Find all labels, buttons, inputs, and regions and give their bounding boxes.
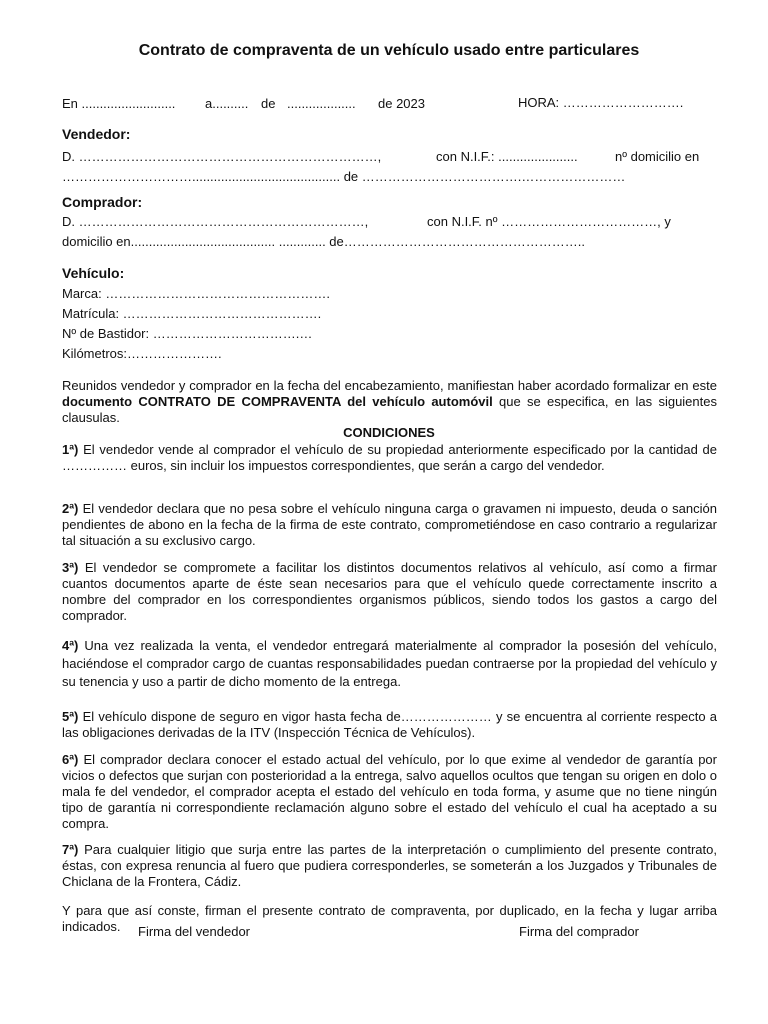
clause-6: [62, 752, 717, 832]
date-hour: HORA: ……………………….: [518, 95, 684, 110]
clause-number: 5ª): [62, 709, 79, 724]
clause-number: 7ª): [62, 842, 79, 857]
clause-text: El vendedor declara que no pesa sobre el vehículo ninguna carga o gravamen ni impuesto, deuda o sanción pendientes de abono en la fecha de la firma de este contrato, comprometiéndose en caso contrario a regularizar tal situación a su exclusivo cargo.: [62, 501, 717, 548]
clause-text: Para cualquier litigio que surja entre las partes de la interpretación o cumplimiento del presente contrato, éstas, con expresa renuncia al fuero que pudiera corresponderles, se someterán a los Juzgados y Tribunales de Chiclana de la Frontera, Cádiz.: [62, 842, 717, 889]
seller-nif: con N.I.F.: ......................: [436, 149, 578, 164]
clause-text: El comprador declara conocer el estado actual del vehículo, por lo que exime al vendedor de garantía por vicios o defectos que surjan con posterioridad a la entrega, salvo aquellos ocultos que tengan su origen en dolo o mala fe del vendedor, el comprador acepta el estado del vehículo en toda forma, y asume que no tiene ningún tipo de garantía ni correspondiente reclamación alguno sobre el estado del vehículo el cual ha aceptado a su compra.: [62, 752, 717, 831]
closing-paragraph: Y para que así conste, firman el presente contrato de compraventa, por duplicado, en la fecha y lugar arriba indicados.: [62, 903, 717, 934]
intro-bold-text: documento CONTRATO DE COMPRAVENTA del vehículo automóvil: [62, 394, 493, 409]
vehicle-heading: Vehículo:: [62, 265, 125, 281]
clause-number: 6ª): [62, 752, 79, 767]
clause-4: [62, 637, 717, 691]
buyer-nif: con N.I.F. nº ………………………………, y: [427, 214, 671, 229]
buyer-address-line: domicilio en........................................ ............. de………………………………………………..: [62, 234, 585, 249]
clause-text: El vehículo dispone de seguro en vigor hasta fecha de………………… y se encuentra al corriente respecto a las obligaciones derivadas de la ITV (Inspección Técnica de Vehículos).: [62, 709, 717, 740]
conditions-title: CONDICIONES: [343, 425, 435, 440]
document-title: Contrato de compraventa de un vehículo usado entre particulares: [138, 42, 640, 59]
buyer-heading: Comprador:: [62, 194, 143, 210]
vehicle-plate: Matrícula: ……………………………………….: [62, 306, 322, 321]
date-day: a..........: [205, 96, 249, 111]
clause-5: [62, 709, 717, 741]
clause-1: [62, 442, 717, 474]
seller-heading: Vendedor:: [62, 126, 131, 142]
date-place: En ..........................: [62, 96, 176, 111]
clause-7: [62, 842, 717, 890]
date-month: ...................: [287, 96, 356, 111]
clause-number: 3ª): [62, 560, 79, 575]
vehicle-chassis: Nº de Bastidor: …………………………….…: [62, 326, 313, 341]
seller-domicile-label: nº domicilio en: [615, 149, 700, 164]
date-year: de 2023: [378, 96, 425, 111]
clause-2: [62, 501, 717, 549]
seller-name-line: D. ……………………………………………………………,: [62, 149, 382, 164]
buyer-name-line: D. …………………………………………………………,: [62, 214, 369, 229]
intro-paragraph: [62, 378, 717, 426]
buyer-signature-label: Firma del comprador: [519, 924, 639, 939]
vehicle-km: Kilómetros:………………….: [62, 346, 222, 361]
clause-3: [62, 560, 717, 624]
clause-text: El vendedor se compromete a facilitar los distintos documentos relativos al vehículo, así como a firmar cuantos documentos aparte de éste sean necesarios para que el vehículo quede correctamente inscrito a nombre del comprador en los correspondientes organismos públicos, siendo todos los gastos a cargo del comprador.: [62, 560, 717, 623]
seller-signature-label: Firma del vendedor: [138, 924, 250, 939]
clause-text: El vendedor vende al comprador el vehículo de su propiedad anteriormente especificado por la cantidad de …………… euros, sin incluir los impuestos correspondientes, que serán a cargo del vendedor.: [62, 442, 717, 473]
seller-address-line: …………………………......................................... de ……………………………….……………………: [62, 169, 626, 184]
intro-text-2: que se especifica, en las siguientes clausulas.: [62, 394, 717, 425]
clause-number: 1ª): [62, 442, 79, 457]
vehicle-brand: Marca: …………………………………………….: [62, 286, 330, 301]
date-de: de: [261, 96, 276, 111]
clause-number: 4ª): [62, 638, 79, 653]
clause-number: 2ª): [62, 501, 79, 516]
clause-text: Una vez realizada la venta, el vendedor entregará materialmente al comprador la posesión del vehículo, haciéndose el comprador cargo de cuantas responsabilidades puedan contraerse por la propiedad del vehículo y su tenencia y uso a partir de dicho momento de la entrega.: [62, 638, 717, 689]
intro-text-1: Reunidos vendedor y comprador en la fecha del encabezamiento, manifiestan haber acordado formalizar en este: [62, 378, 717, 393]
